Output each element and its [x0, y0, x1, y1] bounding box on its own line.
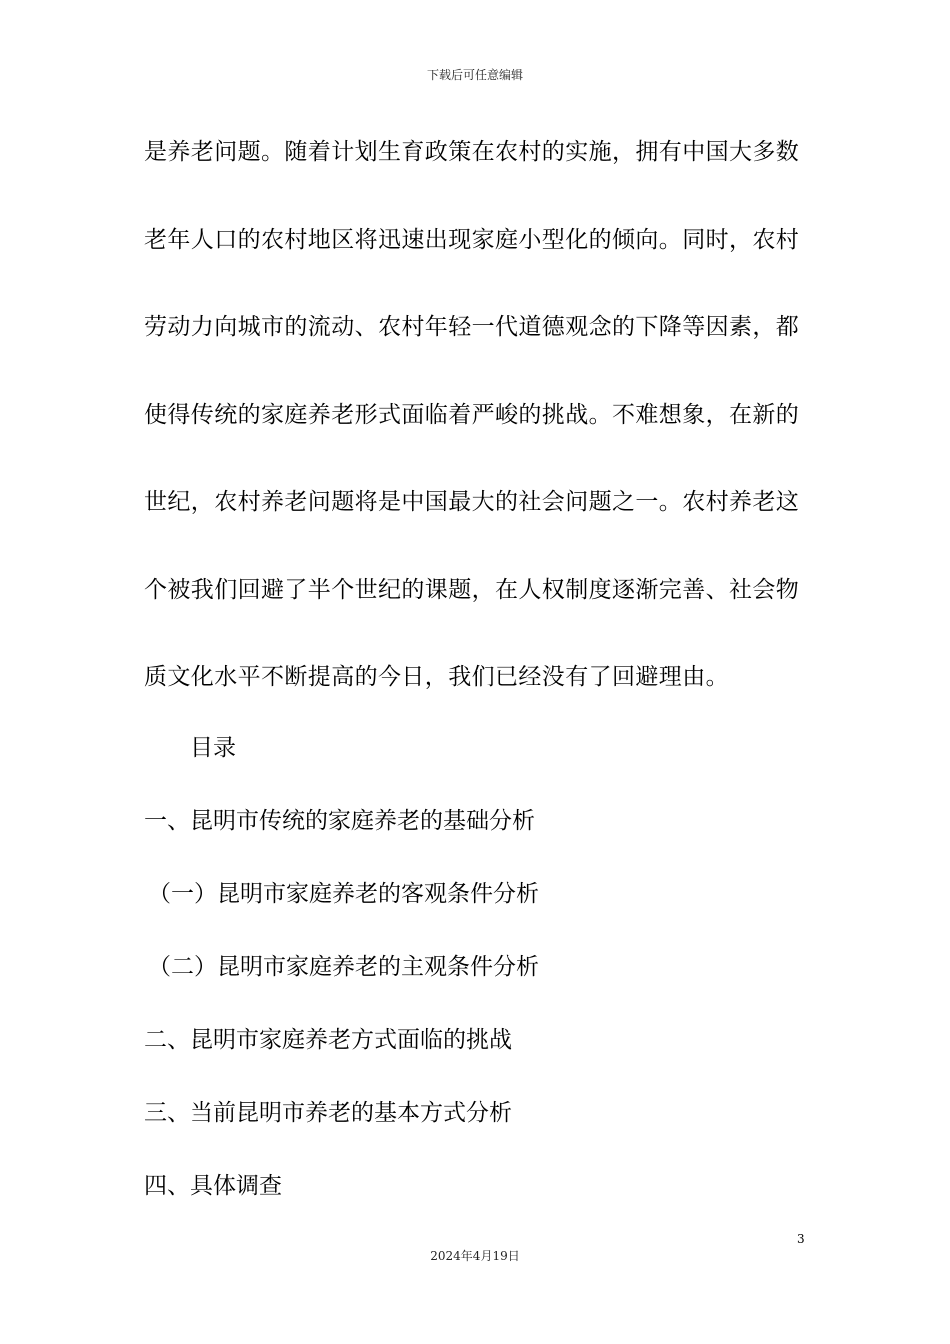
- toc-title: 目录: [190, 735, 236, 761]
- toc-item: 一、昆明市传统的家庭养老的基础分析: [144, 808, 535, 834]
- toc-item: 四、具体调查: [144, 1173, 282, 1199]
- toc-item: （一）昆明市家庭养老的客观条件分析: [148, 881, 539, 907]
- paragraph-line: 劳动力向城市的流动、农村年轻一代道德观念的下降等因素，都: [144, 314, 800, 340]
- page-number: 3: [797, 1232, 805, 1246]
- paragraph-line: 使得传统的家庭养老形式面临着严峻的挑战。不难想象，在新的: [144, 401, 800, 428]
- toc-item: 三、当前昆明市养老的基本方式分析: [144, 1100, 512, 1126]
- paragraph-line: 个被我们回避了半个世纪的课题，在人权制度逐渐完善、社会物: [144, 576, 800, 603]
- page-header: 下载后可任意编辑: [426, 68, 523, 82]
- toc-item: （二）昆明市家庭养老的主观条件分析: [148, 954, 539, 980]
- table-of-contents: [144, 728, 804, 1239]
- toc-item: 二、昆明市家庭养老方式面临的挑战: [144, 1027, 512, 1053]
- paragraph-line: 世纪，农村养老问题将是中国最大的社会问题之一。农村养老这: [144, 489, 800, 515]
- paragraph-line: 质文化水平不断提高的今日，我们已经没有了回避理由。: [144, 664, 729, 690]
- paragraph-line: 老年人口的农村地区将迅速出现家庭小型化的倾向。同时，农村: [144, 226, 800, 253]
- footer-date: 2024年4月19日: [430, 1249, 520, 1263]
- paragraph-line: 是养老问题。随着计划生育政策在农村的实施，拥有中国大多数: [144, 139, 800, 165]
- body-paragraph: [144, 132, 804, 745]
